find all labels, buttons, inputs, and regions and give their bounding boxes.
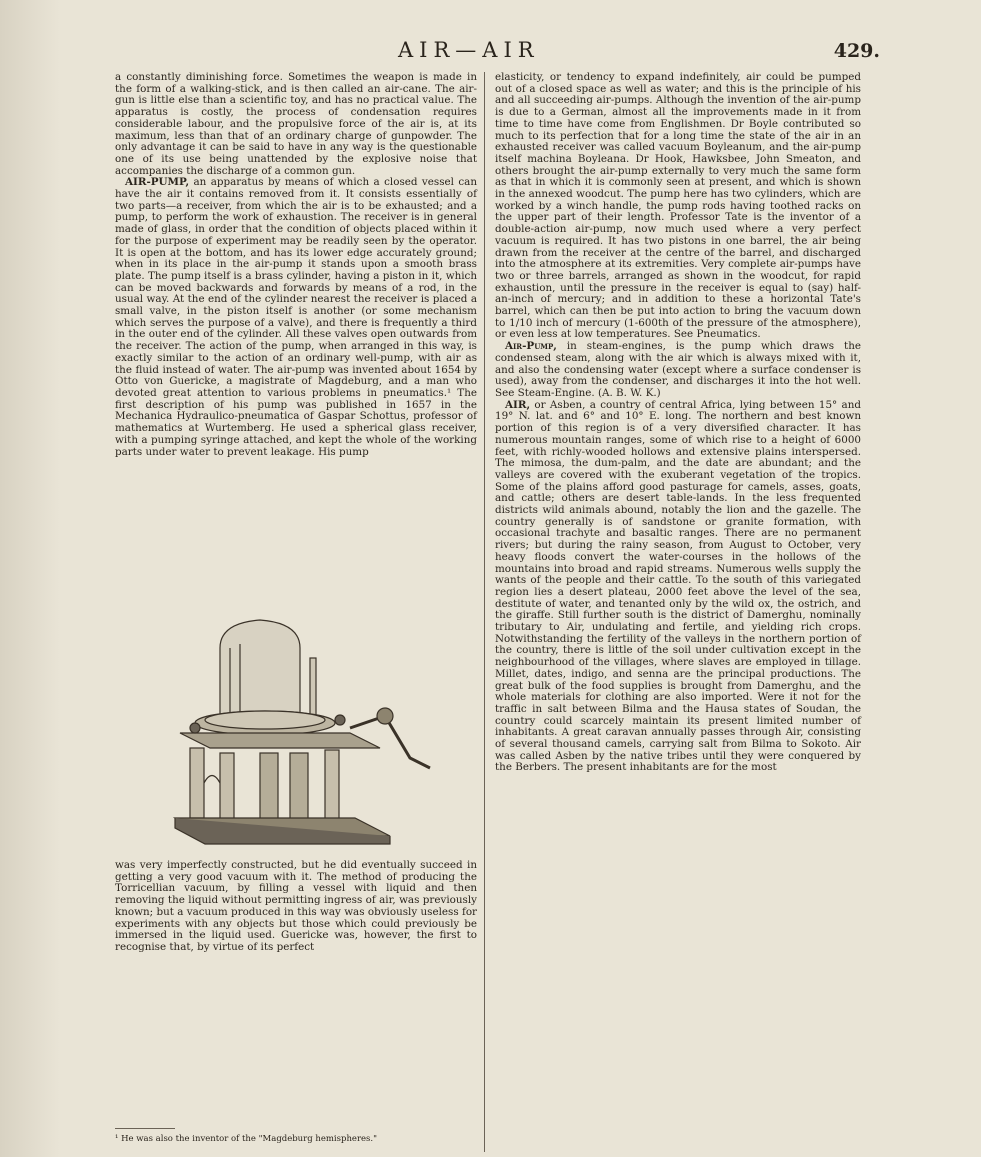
left-column-continued bbox=[115, 860, 477, 954]
air-pump-history-paragraph: elasticity, or tendency to expand indefinitely, air could be pumped out of a closed space as well as water; and this is the principle of his and all succeeding air-pumps. Although the invention of the air-pump is due to a German, almost all the improvements made in it from time to time have come from Englishmen. Dr Boyle contributed so much to its perfection that for a long time the state of the air in an exhausted receiver was called vacuum Boyleanum, and the air-pump itself machina Boyleana. Dr Hook, Hawksbee, John Smeaton, and others brought the air-pump externally to very much the same form as that in which it is commonly seen at present, and which is shown in the annexed woodcut. The pump here has two cylinders, which are worked by a winch handle, the pump rods having toothed racks on the upper part of their length. Professor Tate is the inventor of a double-action air-pump, now much used where a very perfect vacuum is required. It has two pistons in one barrel, the air being drawn from the receiver at the centre of the barrel, and discharged into the atmosphere at its extremities. Very complete air-pumps have two or three barrels, arranged as shown in the woodcut, for rapid exhaustion, until the pressure in the receiver is equal to (say) half-an-inch of mercury; and in addition to these a horizontal Tate's barrel, which can then be put into action to bring the vacuum down to 1/10 inch of mercury (1-600th of the pressure of the atmosphere), or even less at low temperatures. See Pneumatics. bbox=[495, 71, 861, 341]
entry-heading-air-pump-steam: Air-Pump, bbox=[505, 340, 557, 353]
steam-air-pump-paragraph bbox=[495, 341, 861, 400]
steam-air-pump-text: in steam-engines, is the pump which draws the condensed steam, along with the air which is always mixed with it, and also the condensing water (except where a surface condenser is used), away from the condenser, and discharges it into the hot well. See Steam-Engine. bbox=[495, 340, 861, 399]
author-signature: (A. B. W. K.) bbox=[597, 386, 661, 399]
column-rule bbox=[484, 72, 485, 1152]
page-number: 429. bbox=[833, 40, 880, 62]
entry-heading-air: AIR, bbox=[505, 398, 531, 411]
guericke-paragraph: was very imperfectly constructed, but he did eventually succeed in getting a very good vacuum with it. The method of producing the Torricellian vacuum, by filling a vessel with liquid and then removing the liquid without permitting ingress of air, was previously known; but a vacuum produced in this way was obviously useless for experiments with any objects but those which could previously be immersed in the liquid used. Guericke was, however, the first to recognise that, by virtue of its perfect bbox=[115, 859, 477, 953]
footnote-rule bbox=[115, 1128, 175, 1129]
book-spine-shadow bbox=[0, 0, 60, 1157]
air-country-paragraph bbox=[495, 400, 861, 775]
air-country-text: or Asben, a country of central Africa, lying between 15° and 19° N. lat. and 6° and 10° E. long. The northern and best known portion of this region is of a very diversified character. It has numerous mountain ranges, some of which rise to a height of 6000 feet, with richly-wooded hollows and extensive plains interspersed. The mimosa, the dum-palm, and the date are abundant; and the valleys are covered with the exuberant vegetation of the tropics. Some of the plains afford good pasturage for camels, asses, goats, and cattle; others are desert table-lands. In the less frequented districts wild animals abound, notably the lion and the gazelle. The country generally is of sandstone or granite formation, with occasional trachyte and basaltic ranges. There are no permanent rivers; but during the rainy season, from August to October, very heavy floods convert the water-courses in the hollows of the mountains into broad and rapid streams. Numerous wells supply the wants of the people and their cattle. To the south of this variegated region lies a desert plateau, 2000 feet above the level of the sea, destitute of water, and tenanted only by the wild ox, the ostrich, and the giraffe. Still further south is the district of Damerghu, nominally tributary to Air, undulating and fertile, and yielding rich crops. Notwithstanding the fertility of the valleys in the northern portion of the country, there is little of the soil under cultivation except in the neighbourhood of the villages, where slaves are employed in tillage. Millet, dates, indigo, and senna are the principal productions. The great bulk of the food supplies is brought from Damerghu, and the whole materials for clothing are also imported. Were it not for the traffic in salt between Bilma and the Hausa states of Soudan, the country could scarcely maintain its present limited number of inhabitants. A great caravan annually passes through Air, consisting of several thousand camels, carrying salt from Bilma to Sokoto. Air was called Asben by the native tribes until they were conquered by the Berbers. The present inhabitants are for the most bbox=[495, 398, 861, 774]
air-pump-woodcut bbox=[150, 608, 450, 848]
right-column bbox=[495, 72, 861, 774]
air-pump-text: an apparatus by means of which a closed vessel can have the air it contains removed from it. It consists essentially of two parts—a receiver, from which the air is to be exhausted; and a pump, to perform the work of exhaustion. The receiver is in general made of glass, in order that the condition of objects placed within it for the purpose of experiment may be readily seen by the operator. It is open at the bottom, and has its lower edge accurately ground; when in its place in the air-pump it stands upon a smooth brass plate. The pump itself is a brass cylinder, having a piston in it, which can be moved backwards and forwards by means of a rod, in the usual way. At the end of the cylinder nearest the receiver is placed a small valve, in the piston itself is another (or some mechanism which serves the purpose of a valve), and there is frequently a third in the outer end of the cylinder. All these valves open outwards from the receiver. The action of the pump, when arranged in this way, is exactly similar to the action of an ordinary well-pump, with air as the fluid instead of water. The air-pump was invented about 1654 by Otto von Guericke, a magistrate of Magdeburg, and a man who devoted great attention to various problems in pneumatics.¹ The first description of his pump was published in 1657 in the Mechanica Hydraulico-pneumatica of Gaspar Schottus, professor of mathematics at Wurtemberg. He used a spherical glass receiver, with a pumping syringe attached, and kept the whole of the working parts under water to prevent leakage. His pump bbox=[115, 176, 477, 458]
air-gun-paragraph: a constantly diminishing force. Sometimes the weapon is made in the form of a walking-stick, and is then called an air-cane. The air-gun is little else than a scientific toy, and has no practical value. The apparatus is costly, the process of condensation requires considerable labour, and the propulsive force of the air is, at its maximum, less than that of an ordinary charge of gunpowder. The only advantage it can be said to have in any way is the questionable one of its use being unattended by the explosive noise that accompanies the discharge of a common gun. bbox=[115, 71, 477, 177]
left-column bbox=[115, 72, 477, 458]
footnote: ¹ He was also the inventor of the "Magdeburg hemispheres." bbox=[115, 1134, 378, 1144]
entry-heading-air-pump: AIR-PUMP, bbox=[125, 176, 190, 189]
air-pump-paragraph bbox=[115, 177, 477, 458]
running-title: AIR—AIR bbox=[398, 38, 540, 62]
page-header bbox=[110, 38, 880, 68]
